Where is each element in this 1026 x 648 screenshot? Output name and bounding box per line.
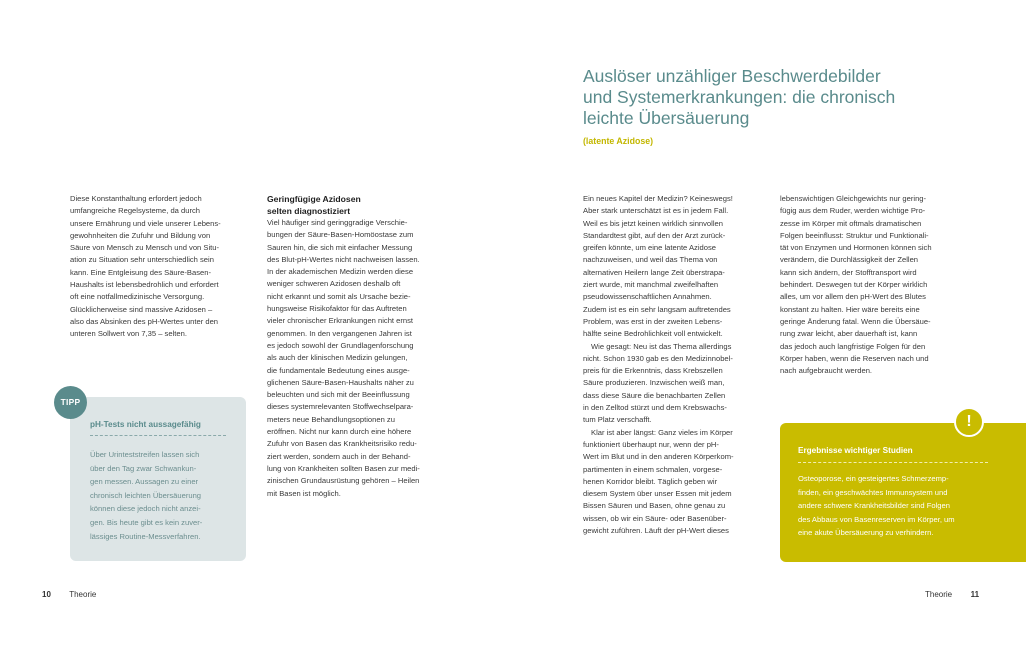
- text-line: meters neue Behandlungsoptionen zu: [267, 414, 395, 424]
- text-line: hälfte seine Bedrohlichkeit voll entwickelt.: [583, 329, 723, 339]
- text-line: zinischen Grundausrüstung gehören – Heilen: [267, 476, 420, 486]
- text-line: umfangreiche Regelsysteme, da durch: [70, 206, 201, 216]
- heading-line: und Systemerkrankungen: die chronisch: [583, 87, 896, 107]
- text-line: lebenswichtigen Gleichgewichts nur gering-: [780, 194, 927, 203]
- text-line: es jedoch sowohl der Grundlagenforschung: [267, 340, 414, 350]
- exclamation-icon: !: [954, 407, 984, 437]
- text-line: partimenten in einem schmalen, vorgese-: [583, 464, 723, 474]
- text-line: Weil es bis jetzt keinen wirklich sinnvollen: [583, 218, 723, 228]
- text-column-3: [583, 193, 765, 537]
- text-line: nachzuweisen, und weil das Thema von: [583, 255, 718, 265]
- text-line: nach aufgebraucht werden.: [780, 366, 873, 376]
- page-number-left: 10: [42, 590, 51, 599]
- text-line: Wert im Blut und in den anderen Körperkom-: [583, 452, 734, 462]
- text-line: bungen der Säure-Basen-Homöostase zum: [267, 230, 414, 240]
- text-line: hungsweise Risikofaktor für das Auftreten: [267, 304, 407, 314]
- text-line: verändern, die Durchlässigkeit der Zellen: [780, 255, 919, 265]
- text-line: wissen, ob wir ein Säure- oder Basenüber-: [583, 513, 727, 523]
- studies-line: eine akute Übersäuerung zu verhindern.: [798, 528, 934, 538]
- text-line: Bissen Säuren und Basen, ohne genau zu: [583, 501, 726, 511]
- footer-right: [925, 590, 979, 599]
- text-line: gewohnheiten die Zufuhr und Bildung von: [70, 230, 211, 240]
- text-line: beleuchten und sich mit der Beeinflussung: [267, 390, 410, 400]
- text-line: nicht. Schon 1930 gab es den Medizinnobel-: [583, 353, 733, 363]
- text-line: Klar ist aber längst: Ganz vieles im Körper: [591, 427, 733, 437]
- text-line: die fundamentale Bedeutung eines ausge-: [267, 365, 410, 375]
- text-line: Säure von Mensch zu Mensch und von Situ-: [70, 243, 220, 253]
- text-line: Viel häufiger sind geringgradige Verschie-: [267, 218, 408, 227]
- heading-line: Auslöser unzähliger Beschwerdebilder: [583, 66, 881, 86]
- text-line: diesem System über unser Essen mit jedem: [583, 489, 732, 499]
- chapter-subtitle: (latente Azidose): [583, 136, 654, 146]
- text-line: vieler chronischer Erkrankungen nicht ernst: [267, 316, 414, 326]
- page-number-right: 11: [970, 590, 980, 599]
- text-line: Glücklicherweise sind massive Azidosen –: [70, 304, 213, 314]
- text-line: In der akademischen Medizin werden diese: [267, 267, 414, 277]
- text-line: genommen. In den vergangenen Jahren ist: [267, 328, 412, 338]
- studies-title: Ergebnisse wichtiger Studien: [798, 446, 913, 455]
- text-line: pseudowissenschaftlichen Annahmen.: [583, 292, 712, 302]
- running-footer-left: Theorie: [69, 590, 97, 599]
- tipp-line: können diese jedoch nicht anzei-: [90, 504, 201, 514]
- tipp-text: [90, 448, 232, 543]
- footer-left: [42, 590, 96, 599]
- text-line: kann. Eine Entgleisung des Säure-Basen-: [70, 267, 211, 277]
- text-line: als auch der klinischen Medizin gelungen,: [267, 353, 408, 363]
- text-line: alles, um vor allem den pH-Wert des Blutes: [780, 292, 926, 302]
- text-line: rung zwar leicht, aber dauerhaft ist, kann: [780, 329, 918, 339]
- text-line: eröffnen. Nicht nur kann durch eine höhere: [267, 427, 412, 437]
- text-line: Haushalts ist lebensbedrohlich und erfordert: [70, 280, 219, 290]
- text-column-1: [70, 193, 250, 341]
- text-line: dieses systemrelevanten Stoffwechselpara-: [267, 402, 414, 412]
- studies-line: Osteoporose, ein gesteigertes Schmerzemp-: [798, 474, 949, 483]
- text-line: behindert. Deswegen tut der Körper wirklich: [780, 280, 928, 290]
- text-line: greifen könnte, um eine latente Azidose: [583, 243, 716, 253]
- text-line: funktioniert überhaupt nur, wenn der pH-: [583, 439, 719, 449]
- text-line: Wie gesagt: Neu ist das Thema allerdings: [591, 341, 732, 351]
- text-line: Diese Konstanthaltung erfordert jedoch: [70, 194, 202, 203]
- text-line: Zufuhr von Basen das Krankheitsrisiko redu-: [267, 439, 417, 449]
- text-line: ziert werden, sondern auch in der Behand-: [267, 451, 411, 461]
- text-line: Körper haben, wenn die Reserven nach und: [780, 353, 929, 363]
- heading-line: leichte Übersäuerung: [583, 108, 750, 128]
- text-line: Sauren hin, die sich mit einfacher Messung: [267, 242, 413, 252]
- text-line: Ein neues Kapitel der Medizin? Keineswegs!: [583, 194, 733, 203]
- text-line: das jedoch auch langfristige Folgen für den: [780, 341, 926, 351]
- subheading-line: selten diagnostiziert: [267, 206, 351, 216]
- text-line: tum Platz verschafft.: [583, 415, 652, 425]
- text-line: nicht erkannt und somit als Ursache bezie-: [267, 291, 411, 301]
- studies-line: andere schwere Krankheitsbilder sind Folgen: [798, 501, 950, 511]
- text-line: geringe Änderung fatal. Wenn die Übersäue-: [780, 316, 931, 326]
- text-line: unsere Ernährung und viele unserer Lebens-: [70, 218, 221, 228]
- text-line: unteren Sollwert von 7,35 – selten.: [70, 329, 187, 339]
- text-line: Säure produzieren. Inzwischen weiß man,: [583, 378, 725, 388]
- tipp-line: gen. Bis heute gibt es kein zuver-: [90, 517, 203, 527]
- text-line: Aber stark unterschätzt ist es in jedem Fall.: [583, 206, 729, 216]
- text-line: lung von Krankheiten sollten Basen zur medi-: [267, 463, 420, 473]
- text-line: in den Zelltod stürzt und dem Krebswachs-: [583, 403, 727, 413]
- tipp-title: pH-Tests nicht aussagefähig: [90, 420, 201, 429]
- tipp-line: Über Urinteststreifen lassen sich: [90, 450, 200, 459]
- studies-divider: [798, 462, 988, 463]
- text-line: ation zu Situation sehr unterschiedlich sein: [70, 255, 214, 265]
- text-line: alternativen Heilern lange Zeit überstrapa-: [583, 267, 725, 277]
- text-line: tät von Enzymen und Hormonen können sich: [780, 243, 932, 253]
- text-column-2: [267, 193, 447, 500]
- studies-line: des Abbaus von Basenreserven im Körper, um: [798, 514, 955, 524]
- tipp-badge: TIPP: [54, 386, 87, 419]
- tipp-line: lässiges Routine-Messverfahren.: [90, 531, 201, 541]
- text-line: also das Absinken des pH-Wertes unter den: [70, 316, 219, 326]
- tipp-divider: [90, 435, 226, 436]
- text-line: oft eine notfallmedizinische Versorgung.: [70, 292, 205, 302]
- text-line: gewicht zuführen. Läuft der pH-Wert dieses: [583, 526, 729, 536]
- subheading-line: Geringfügige Azidosen: [267, 194, 361, 204]
- text-line: glichenen Säure-Basen-Haushalts näher zu: [267, 377, 414, 387]
- text-line: fügig aus dem Ruder, werden wichtige Pro-: [780, 206, 926, 216]
- text-line: Standardtest gibt, auf den der Arzt zurück-: [583, 230, 726, 240]
- text-line: weniger schweren Azidosen deshalb oft: [267, 279, 401, 289]
- text-line: Problem, was erst in der zweiten Lebens-: [583, 316, 723, 326]
- text-line: zesse im Körper mit oftmals dramatischen: [780, 218, 922, 228]
- text-line: mit Basen ist möglich.: [267, 488, 341, 498]
- studies-text: [798, 472, 994, 540]
- running-footer-right: Theorie: [925, 590, 953, 599]
- tipp-line: gen messen. Aussagen zu einer: [90, 477, 199, 487]
- text-line: preis für die Erkenntnis, dass Krebszellen: [583, 366, 723, 376]
- text-line: ziert wurde, mit manchmal zweifelhaften: [583, 280, 719, 290]
- chapter-heading: [583, 66, 983, 129]
- text-line: des Blut-pH-Wertes nicht nachweisen lassen.: [267, 254, 420, 264]
- text-line: Zudem ist es ein sehr langsam auftretendes: [583, 304, 731, 314]
- text-line: Folgen beeinflusst: Struktur und Funktionali-: [780, 230, 929, 240]
- text-column-4: [780, 193, 966, 377]
- section-subheading: [267, 193, 447, 217]
- tipp-line: chronisch leichten Übersäuerung: [90, 490, 202, 500]
- studies-line: finden, ein geschwächtes Immunsystem und: [798, 487, 948, 497]
- text-line: henen Korridor bleibt. Täglich geben wir: [583, 476, 718, 486]
- text-line: kann sich ändern, der Stofftransport wird: [780, 267, 917, 277]
- text-line: dass diese Säure die benachbarten Zellen: [583, 390, 726, 400]
- text-line: konstant zu halten. Hier wäre bereits eine: [780, 304, 920, 314]
- tipp-line: über den Tag zwar Schwankun-: [90, 463, 197, 473]
